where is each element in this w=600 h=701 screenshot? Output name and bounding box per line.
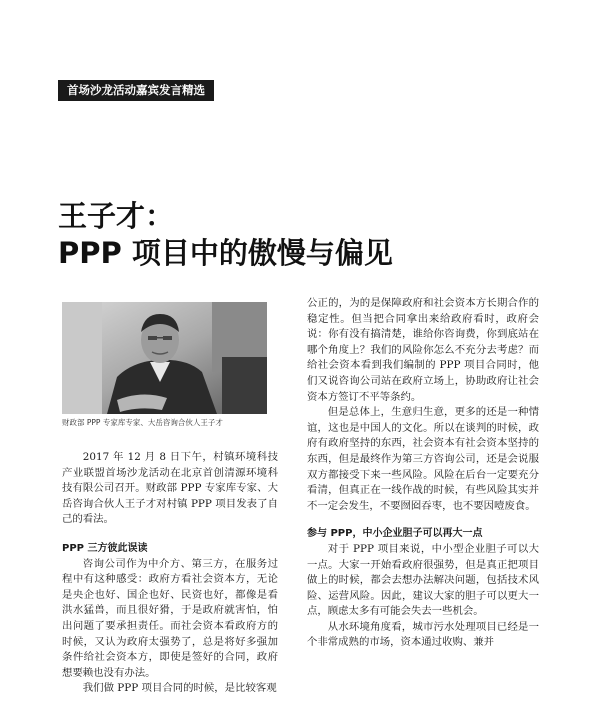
left-column	[62, 450, 278, 700]
portrait-illustration	[62, 302, 267, 414]
section-tag: 首场沙龙活动嘉宾发言精选	[58, 80, 214, 101]
portrait-photo	[62, 302, 267, 414]
title-line-1: 王子才：	[58, 199, 175, 233]
body-paragraph: 对于 PPP 项目来说，中小型企业胆子可以大一点。大家一开始看政府很强势，但是真正把项目做上的时候，都会去想办法解决问题，包括技术风险、运营风险。因此，建议大家的胆子可以更大一点，顾虑太多有可能会失去一些机会。	[307, 542, 539, 618]
title-line-2: PPP 项目中的傲慢与偏见	[58, 236, 393, 270]
body-paragraph-continued: 公正的，为的是保障政府和社会资本方长期合作的稳定性。但当把合同拿出来给政府看时，政府会说：你有没有搞清楚，谁给你咨询费，你到底站在哪个角度上？我们的风险你怎么不充分去考虑？而给社会资本看到我们编制的 PPP 项目合同时，他们又说咨询公司站在政府立场上，协助政府让社会资本方签订不平等条约。	[307, 297, 539, 403]
body-paragraph: 咨询公司作为中介方、第三方，在服务过程中有这种感受：政府方看社会资本方，无论是央企也好、国企也好、民资也好，都像是看洪水猛兽，而且很好猾，于是政府就害怕，怕出问题了要承担责任。而社会资本看政府方的时候，又认为政府太强势了，总是将好多强加条件给社会资本方，即使是签好的合同，政府想要赖也没有办法。	[62, 557, 278, 679]
body-paragraph: 但是总体上，生意归生意，更多的还是一种情谊，这也是中国人的文化。所以在谈判的时候，政府有政府坚持的东西，社会资本有社会资本坚持的东西，但是最终作为第三方咨询公司，还是会说服双方都接受下来一些风险。风险在后台一定要充分看清，但真正在一线作战的时候，有些风险其实并不一定会发生，不要囫囵吞枣，也不要因噎废食。	[307, 406, 539, 512]
subheading-misreading: PPP 三方彼此误读	[62, 542, 148, 554]
intro-paragraph: 2017 年 12 月 8 日下午，村镇环境科技产业联盟首场沙龙活动在北京首创清源环境科技有限公司召开。财政部 PPP 专家库专家、大岳咨询合伙人王子才对村镇 PPP 项目发表了自己的看法。	[62, 451, 278, 526]
subheading-sme-boldness: 参与 PPP，中小企业胆子可以再大一点	[307, 528, 483, 540]
right-column	[307, 296, 539, 701]
body-paragraph: 从水环境角度看，城市污水处理项目已经是一个非常成熟的市场，资本通过收购、兼并	[307, 620, 539, 649]
body-paragraph: 我们做 PPP 项目合同的时候，是比较客观	[82, 682, 277, 695]
article-title	[58, 198, 393, 272]
photo-caption: 财政部 PPP 专家库专家、大岳咨询合伙人王子才	[62, 418, 223, 427]
